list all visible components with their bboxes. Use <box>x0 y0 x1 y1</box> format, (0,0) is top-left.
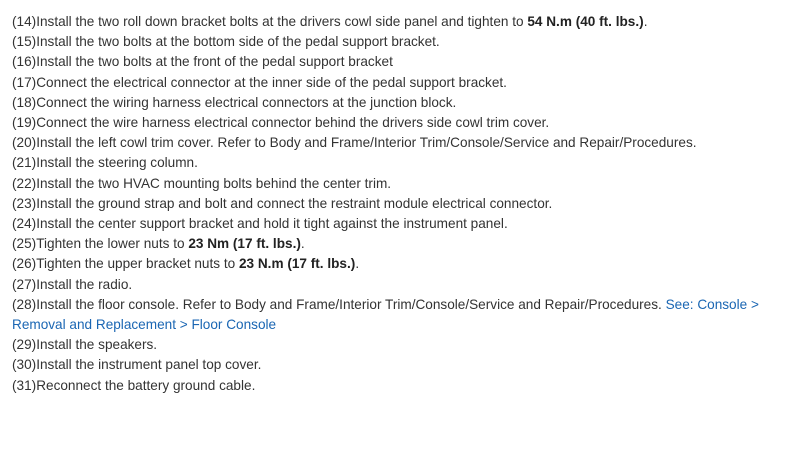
step-29 <box>12 335 797 355</box>
step-text: Tighten the upper bracket nuts to <box>36 256 239 272</box>
step-text: Install the two bolts at the front of the pedal support bracket <box>36 54 393 70</box>
step-text: Install the radio. <box>36 276 133 292</box>
step-number: (31) <box>12 377 37 393</box>
step-number: (30) <box>12 357 37 373</box>
torque-spec: 23 Nm (17 ft. lbs.) <box>188 236 301 252</box>
torque-spec: 23 N.m (17 ft. lbs.) <box>238 256 356 272</box>
step-text: Reconnect the battery ground cable. <box>36 377 256 393</box>
step-text: Tighten the lower nuts to <box>36 236 189 252</box>
step-17 <box>12 73 797 93</box>
step-number: (15) <box>12 34 37 50</box>
step-text: Install the ground strap and bolt and connect the restraint module electrical connector. <box>36 195 553 211</box>
step-number: (17) <box>12 74 37 90</box>
step-23 <box>12 194 797 214</box>
step-text: Install the left cowl trim cover. Refer to Body and Frame/Interior Trim/Console/Service and Repair/Procedures. <box>36 135 697 151</box>
torque-spec: 54 N.m (40 ft. lbs.) <box>527 14 644 29</box>
step-number: (29) <box>12 337 37 353</box>
step-20 <box>12 133 797 153</box>
step-19 <box>12 113 797 133</box>
step-22 <box>12 174 797 194</box>
step-number: (28) <box>12 296 37 312</box>
step-text: Install the two HVAC mounting bolts behind the center trim. <box>36 175 392 191</box>
step-number: (14) <box>12 14 37 29</box>
step-21 <box>12 153 797 173</box>
step-text: Connect the wiring harness electrical connectors at the junction block. <box>36 94 457 110</box>
step-text: Install the instrument panel top cover. <box>36 357 262 373</box>
step-27 <box>12 275 797 295</box>
step-number: (19) <box>12 115 37 131</box>
step-text: Connect the electrical connector at the inner side of the pedal support bracket. <box>36 74 507 90</box>
step-30 <box>12 355 797 375</box>
step-number: (18) <box>12 94 37 110</box>
step-text-end: . <box>300 236 305 252</box>
step-text: Install the speakers. <box>36 337 158 353</box>
step-number: (23) <box>12 195 37 211</box>
step-number: (20) <box>12 135 37 151</box>
step-number: (25) <box>12 236 37 252</box>
step-31 <box>12 376 797 396</box>
step-number: (27) <box>12 276 37 292</box>
step-16 <box>12 52 797 72</box>
step-text: Install the two roll down bracket bolts at the drivers cowl side panel and tighten to <box>36 14 528 29</box>
step-18 <box>12 93 797 113</box>
step-number: (22) <box>12 175 37 191</box>
step-15 <box>12 32 797 52</box>
step-text: Connect the wire harness electrical connector behind the drivers side cowl trim cover. <box>36 115 550 131</box>
step-number: (21) <box>12 155 37 171</box>
step-25 <box>12 234 797 254</box>
step-24 <box>12 214 797 234</box>
step-number: (16) <box>12 54 37 70</box>
procedure-steps <box>12 12 797 396</box>
step-number: (24) <box>12 216 37 232</box>
step-14 <box>12 12 797 32</box>
step-text: Install the center support bracket and hold it tight against the instrument panel. <box>36 216 508 232</box>
see-console-link[interactable]: See: Console > Removal and Replacement > Floor Console <box>12 296 759 333</box>
step-number: (26) <box>12 256 37 272</box>
step-text-end: . <box>643 14 648 29</box>
step-26 <box>12 254 797 274</box>
step-text: Install the floor console. Refer to Body and Frame/Interior Trim/Console/Service and Repair/Procedures. <box>36 296 666 312</box>
step-text: Install the steering column. <box>36 155 198 171</box>
step-text: Install the two bolts at the bottom side of the pedal support bracket. <box>36 34 440 50</box>
step-28 <box>12 295 797 335</box>
step-text-end: . <box>355 256 360 272</box>
